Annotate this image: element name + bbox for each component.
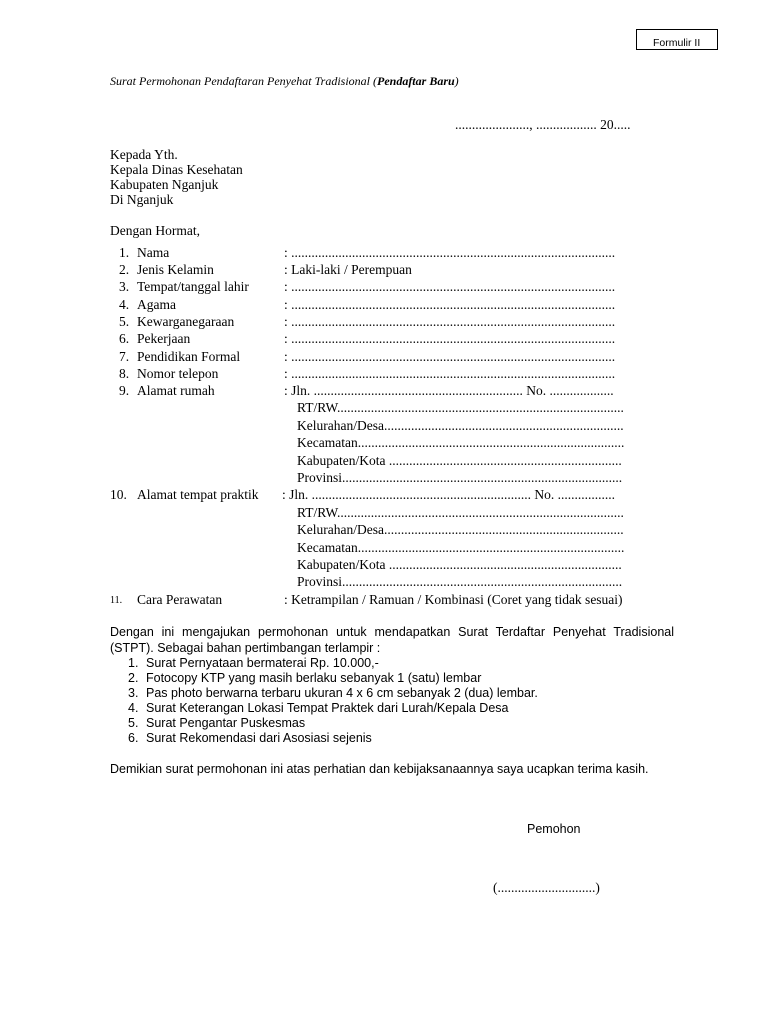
recipient-line: Kepada Yth. — [110, 147, 178, 162]
field-number: 10. — [110, 487, 127, 502]
field-number: 7. — [119, 349, 130, 364]
field-label: Agama — [137, 297, 176, 312]
field-label: Alamat tempat praktik — [137, 487, 259, 502]
field-number: 3. — [119, 279, 130, 294]
field-label: Tempat/tanggal lahir — [137, 279, 249, 294]
attachment-item: Surat Pengantar Puskesmas — [146, 716, 306, 730]
field-label: Cara Perawatan — [137, 592, 223, 607]
address-line: Kecamatan............................................................................... — [297, 540, 625, 555]
heading-bold: Pendaftar Baru — [376, 74, 455, 88]
attachment-number: 1. — [128, 656, 139, 670]
attachment-item: Surat Rekomendasi dari Asosiasi sejenis — [146, 731, 372, 745]
field-label: Pekerjaan — [137, 331, 191, 346]
field-value: : ................................................................................................ — [284, 297, 616, 312]
address-line: RT/RW..................................................................................... — [297, 505, 624, 520]
attachment-item: Surat Pernyataan bermaterai Rp. 10.000,- — [146, 656, 379, 670]
recipient-line: Kabupaten Nganjuk — [110, 177, 219, 192]
field-value: : ................................................................................................ — [284, 314, 616, 329]
field-number: 9. — [119, 383, 130, 398]
field-label: Kewarganegaraan — [137, 314, 235, 329]
signature-line: (.............................) — [493, 880, 600, 895]
address-line: Provinsi................................................................................... — [297, 574, 623, 589]
request-paragraph: Dengan ini mengajukan permohonan untuk mendapatkan Surat Terdaftar Penyehat Tradisional (STPT). Sebagai bahan pertimbangan terlampir : — [110, 625, 674, 655]
address-line: Kecamatan............................................................................... — [297, 435, 625, 450]
attachment-number: 6. — [128, 731, 139, 745]
closing-paragraph: Demikian surat permohonan ini atas perhatian dan kebijaksanaannya saya ucapkan terima kasih. — [110, 762, 649, 776]
letter-heading — [110, 73, 459, 89]
field-label: Pendidikan Formal — [137, 349, 241, 364]
field-value: : ................................................................................................ — [284, 349, 616, 364]
date-line: ......................, .................. 20..... — [455, 117, 631, 132]
field-value: : Ketrampilan / Ramuan / Kombinasi (Coret yang tidak sesuai) — [284, 592, 623, 607]
field-number: 5. — [119, 314, 130, 329]
field-label: Nomor telepon — [137, 366, 219, 381]
field-number: 4. — [119, 297, 130, 312]
heading-suffix: ) — [454, 74, 459, 88]
field-value: : ................................................................................................ — [284, 279, 616, 294]
address-line: Kabupaten/Kota ..................................................................... — [297, 557, 622, 572]
attachment-item: Surat Keterangan Lokasi Tempat Praktek dari Lurah/Kepala Desa — [146, 701, 509, 715]
field-value: : ................................................................................................ — [284, 366, 616, 381]
attachment-number: 4. — [128, 701, 139, 715]
address-line: Kelurahan/Desa....................................................................... — [297, 418, 624, 433]
form-number-box — [636, 29, 718, 50]
field-number: 2. — [119, 262, 130, 277]
field-label: Nama — [137, 245, 170, 260]
field-value: : Laki-laki / Perempuan — [284, 262, 412, 277]
signature-label: Pemohon — [527, 822, 581, 836]
address-line: RT/RW..................................................................................... — [297, 400, 624, 415]
field-value: : ................................................................................................ — [284, 245, 616, 260]
attachment-item: Pas photo berwarna terbaru ukuran 4 x 6 cm sebanyak 2 (dua) lembar. — [146, 686, 538, 700]
field-label: Jenis Kelamin — [137, 262, 214, 277]
attachment-number: 3. — [128, 686, 139, 700]
field-number: 1. — [119, 245, 130, 260]
recipient-line: Di Nganjuk — [110, 192, 174, 207]
attachment-item: Fotocopy KTP yang masih berlaku sebanyak 1 (satu) lembar — [146, 671, 482, 685]
field-label: Alamat rumah — [137, 383, 215, 398]
field-number: 8. — [119, 366, 130, 381]
field-value: : ................................................................................................ — [284, 331, 616, 346]
field-value: : Jln. ................................................................. No. ................. — [282, 487, 616, 502]
form-number-label: Formulir II — [653, 37, 701, 49]
field-number: 11. — [110, 595, 123, 606]
recipient-line: Kepala Dinas Kesehatan — [110, 162, 243, 177]
attachment-number: 2. — [128, 671, 139, 685]
field-value: : Jln. .............................................................. No. ................... — [284, 383, 614, 398]
address-line: Kelurahan/Desa....................................................................... — [297, 522, 624, 537]
address-line: Kabupaten/Kota ..................................................................... — [297, 453, 622, 468]
field-number: 6. — [119, 331, 130, 346]
greeting: Dengan Hormat, — [110, 223, 200, 238]
heading-prefix: Surat Permohonan Pendaftaran Penyehat Tradisional ( — [110, 74, 377, 88]
attachment-number: 5. — [128, 716, 139, 730]
address-line: Provinsi................................................................................... — [297, 470, 623, 485]
